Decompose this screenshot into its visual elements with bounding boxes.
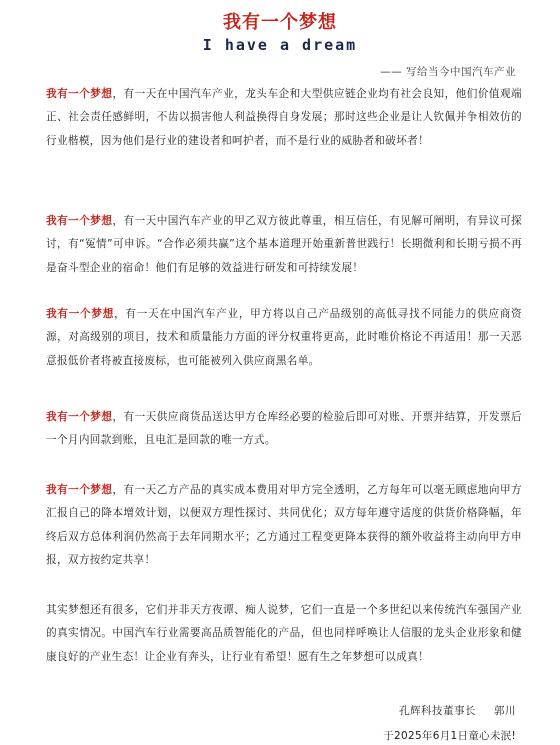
paragraph-lead: 我有一个梦想 bbox=[46, 308, 115, 320]
paragraph-4 bbox=[46, 406, 522, 453]
paragraph-2 bbox=[46, 210, 522, 280]
paragraph-1 bbox=[46, 83, 522, 153]
paragraph-text: ，有一天在中国汽车产业，甲方将以自己产品级别的高低寻找不同能力的供应商资源，对高级别的项目，技术和质量能力方面的评分权重将更高，此时唯价格论不再适用！那一天恶意报低价者将被直接废标，也可能被列入供应商黑名单。 bbox=[46, 308, 522, 367]
date-line: 于2025年6月1日童心未泯! bbox=[383, 730, 516, 742]
signature-line bbox=[399, 703, 516, 718]
paragraph-text: ，有一天在中国汽车产业，龙头车企和大型供应链企业均有社会良知，他们价值观端正、社会责任感鲜明，不齿以损害他人利益换得自身发展；那时这些企业是让人钦佩并争相效仿的行业楷模，因为他们是行业的建设者和呵护者，而不是行业的威胁者和破坏者！ bbox=[46, 88, 522, 147]
document-subtitle-english: I have a dream bbox=[202, 36, 358, 54]
paragraph-lead: 我有一个梦想 bbox=[46, 215, 113, 227]
document-title: 我有一个梦想 bbox=[223, 12, 337, 33]
paragraph-5 bbox=[46, 479, 522, 573]
signature-name: 郭川 bbox=[494, 705, 516, 717]
paragraph-lead: 我有一个梦想 bbox=[46, 88, 113, 100]
paragraph-text: ，有一天乙方产品的真实成本费用对甲方完全透明，乙方每年可以毫无顾虑地向甲方汇报自己的降本增效计划，以便双方理性探讨、共同优化；双方每年遵守适度的供货价格降幅，年终后双方总体利润仍然高于去年同期水平；乙方通过工程变更降本获得的额外收益将主动向甲方申报，双方按约定共享！ bbox=[46, 484, 522, 567]
paragraph-6 bbox=[46, 599, 522, 669]
paragraph-lead: 我有一个梦想 bbox=[46, 411, 113, 423]
signature-title: 孔辉科技董事长 bbox=[399, 705, 476, 717]
paragraph-text: ，有一天供应商货品送达甲方仓库经必要的检验后即可对账、开票并结算，开发票后一个月内回款到账，且电汇是回款的唯一方式。 bbox=[46, 411, 522, 447]
dedication-line: —— 写给当今中国汽车产业 bbox=[380, 66, 516, 78]
paragraph-3 bbox=[46, 303, 522, 373]
paragraph-text: ，有一天中国汽车产业的甲乙双方彼此尊重，相互信任，有见解可阐明，有异议可探讨，有“冤情”可申诉。“合作必须共赢”这个基本道理开始重新普世践行！长期微利和长期亏损不再是奋斗型企业的宿命！他们有足够的效益进行研发和可持续发展！ bbox=[46, 215, 522, 274]
paragraph-text: 其实梦想还有很多，它们并非天方夜谭、痴人说梦，它们一直是一个多世纪以来传统汽车强国产业的真实情况。中国汽车行业需要高品质智能化的产品，但也同样呼唤让人信服的龙头企业形象和健康良好的产业生态！让企业有奔头，让行业有希望！愿有生之年梦想可以成真！ bbox=[46, 604, 522, 663]
paragraph-lead: 我有一个梦想 bbox=[46, 484, 113, 496]
